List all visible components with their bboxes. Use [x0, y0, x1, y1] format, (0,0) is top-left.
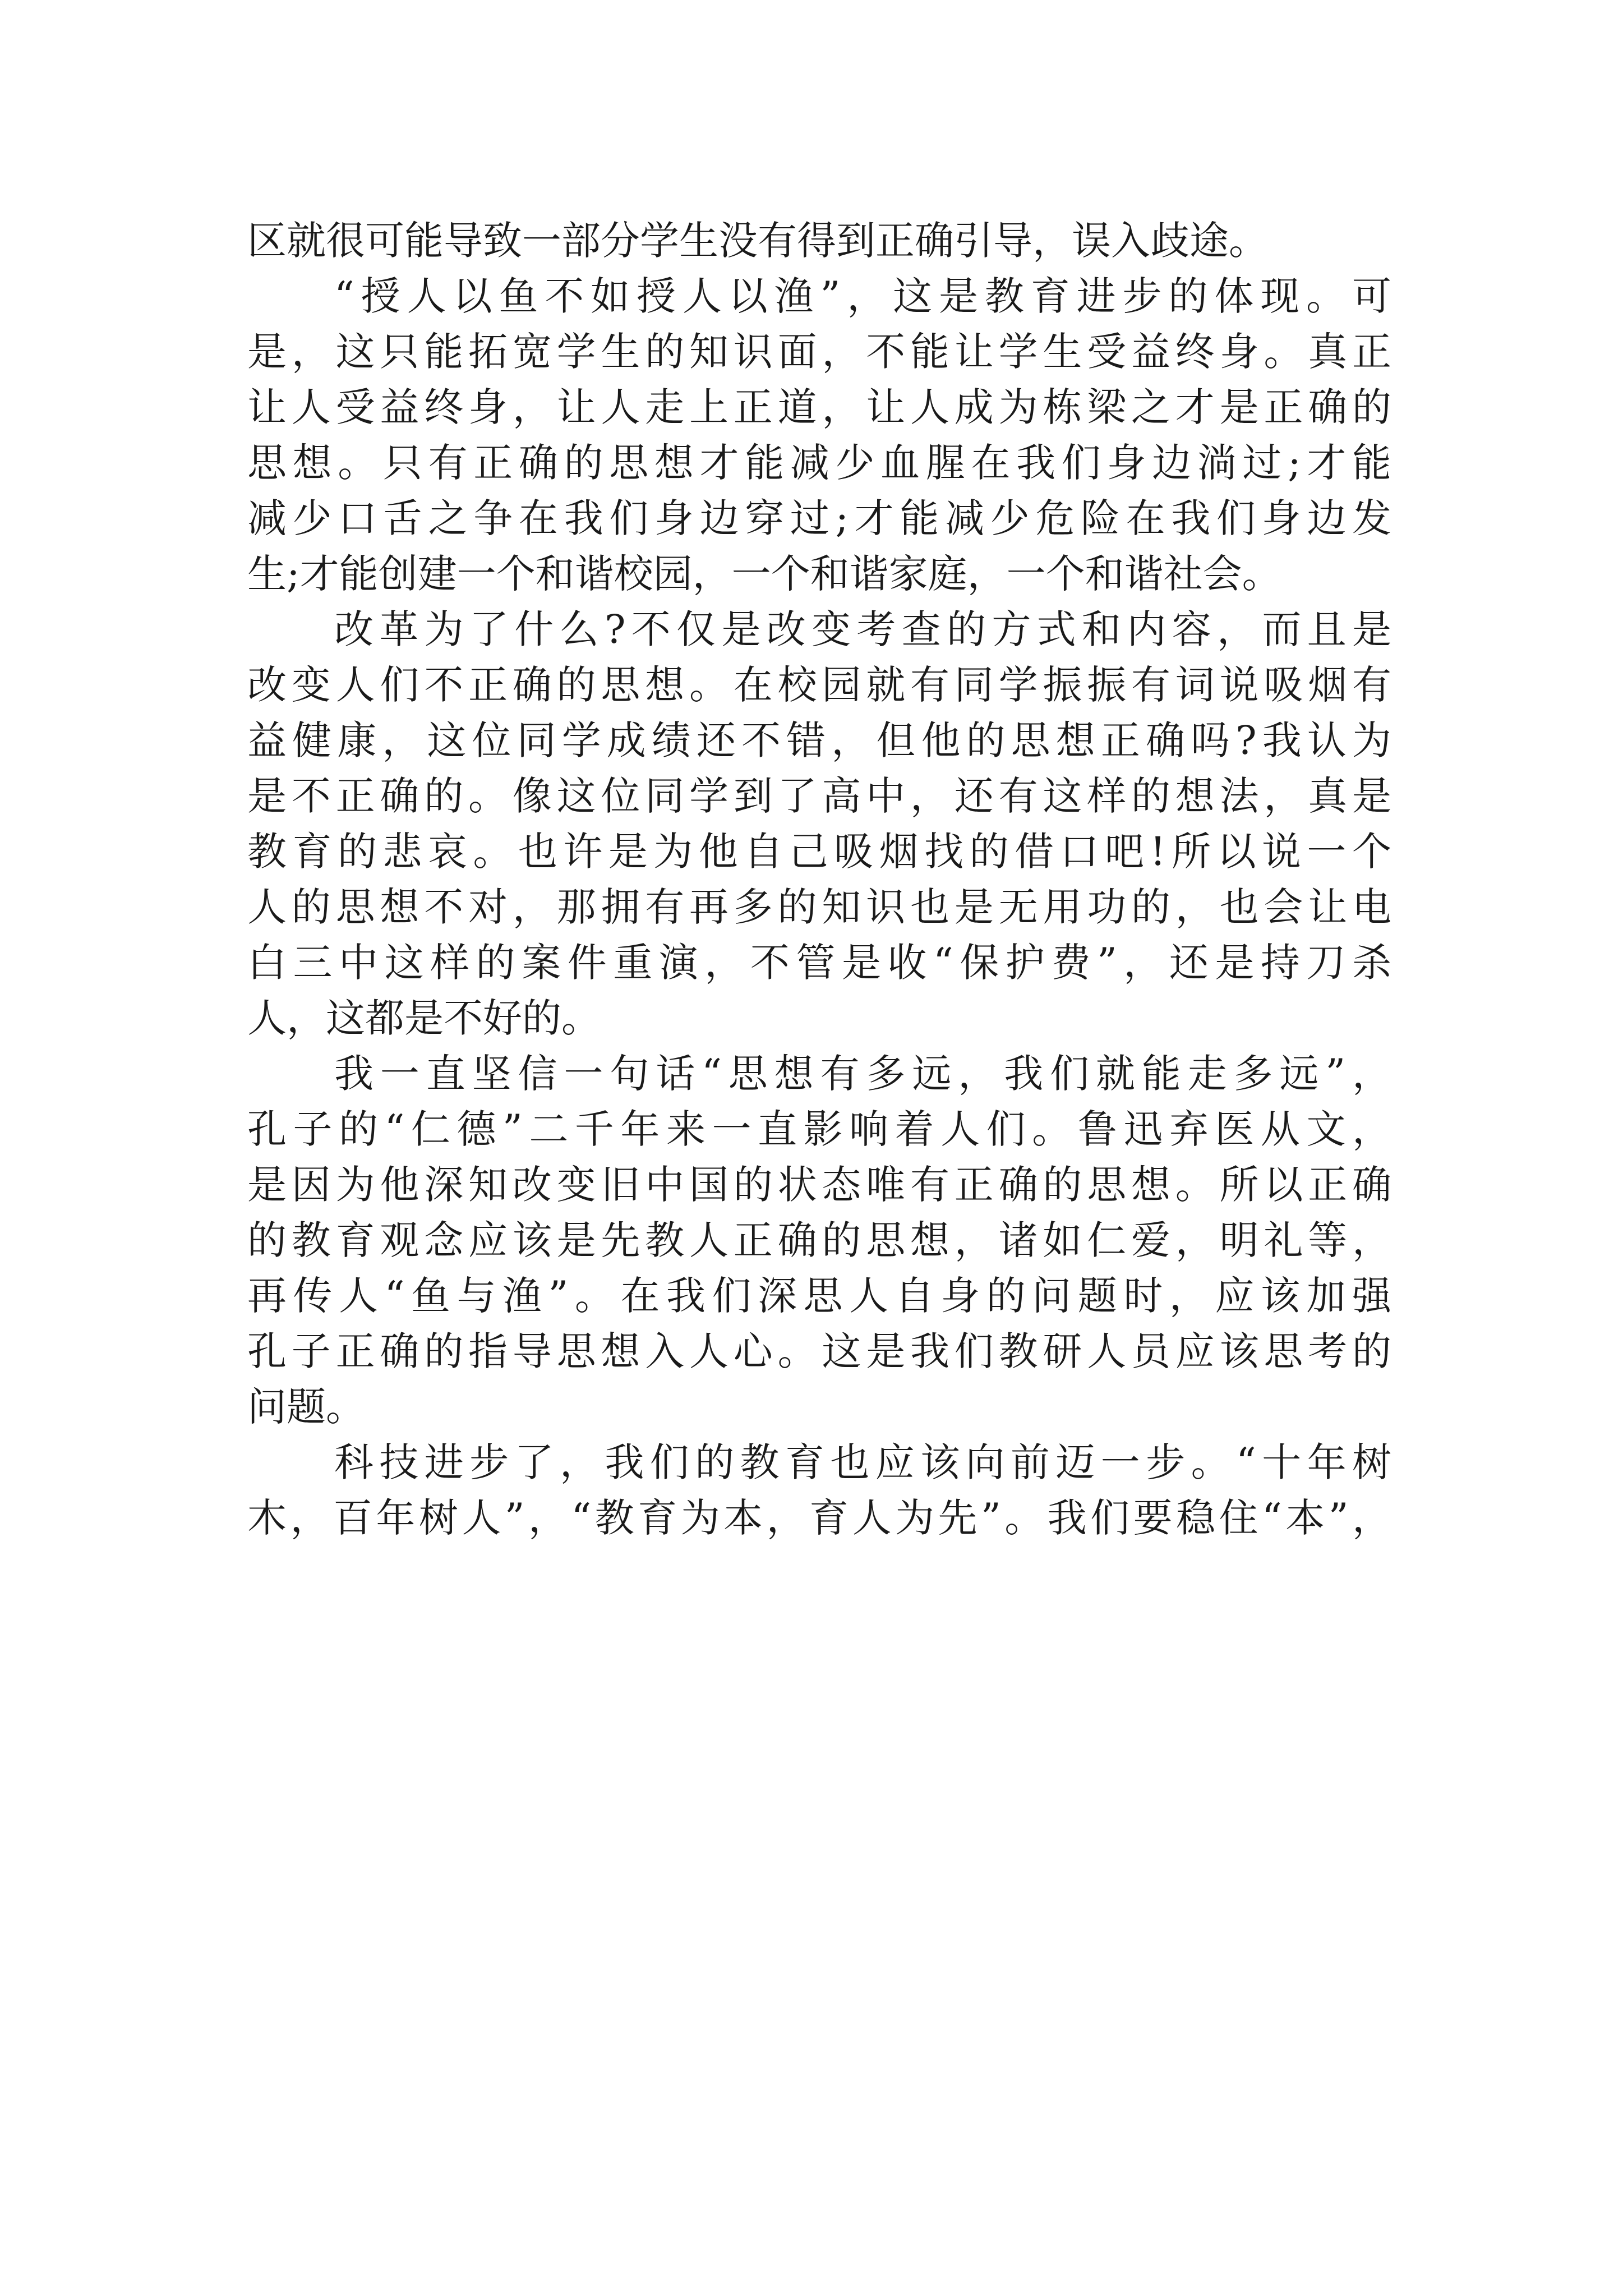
text-line: 科技进步了，我们的教育也应该向前迈一步。“十年树: [334, 1439, 1391, 1485]
text-line: 改变人们不正确的思想。在校园就有同学振振有词说吸烟有: [247, 662, 1391, 708]
text-line: 人，这都是不好的。: [247, 995, 601, 1041]
paragraph: [247, 213, 1391, 269]
text-line: 让人受益终身，让人走上正道，让人成为栋梁之才是正确的: [247, 384, 1391, 430]
text-line: 思想。只有正确的思想才能减少血腥在我们身边淌过;才能: [247, 440, 1391, 486]
paragraph: [247, 1435, 1391, 1546]
text-line: 的教育观念应该是先教人正确的思想，诸如仁爱，明礼等，: [247, 1217, 1391, 1263]
text-line: 问题。: [247, 1384, 365, 1430]
paragraph: [247, 602, 1391, 1046]
text-line: 人的思想不对，那拥有再多的知识也是无用功的，也会让电: [247, 884, 1391, 930]
text-line: 生;才能创建一个和谐校园，一个和谐家庭，一个和谐社会。: [247, 551, 1281, 597]
text-line: 再传人“鱼与渔”。在我们深思人自身的问题时，应该加强: [247, 1273, 1391, 1319]
text-line: 减少口舌之争在我们身边穿过;才能减少危险在我们身边发: [247, 495, 1391, 541]
text-line: 孔子正确的指导思想入人心。这是我们教研人员应该思考的: [247, 1328, 1391, 1374]
text-line: 木，百年树人”，“教育为本，育人为先”。我们要稳住“本”，: [247, 1495, 1391, 1541]
text-line: 是不正确的。像这位同学到了高中，还有这样的想法，真是: [247, 773, 1391, 819]
text-line: 是因为他深知改变旧中国的状态唯有正确的思想。所以正确: [247, 1162, 1391, 1208]
text-line: 我一直坚信一句话“思想有多远，我们就能走多远”，: [334, 1051, 1391, 1097]
paragraph: [247, 1046, 1391, 1435]
paragraph: [247, 269, 1391, 602]
text-line: 区就很可能导致一部分学生没有得到正确引导，误入歧途。: [247, 218, 1268, 264]
text-line: 改革为了什么?不仅是改变考查的方式和内容，而且是: [334, 606, 1391, 652]
text-line: 益健康，这位同学成绩还不错，但他的思想正确吗?我认为: [247, 717, 1391, 763]
text-line: 是，这只能拓宽学生的知识面，不能让学生受益终身。真正: [247, 329, 1391, 375]
text-line: 白三中这样的案件重演，不管是收“保护费”，还是持刀杀: [247, 940, 1391, 986]
text-line: 教育的悲哀。也许是为他自己吸烟找的借口吧!所以说一个: [247, 829, 1391, 875]
text-line: 孔子的“仁德”二千年来一直影响着人们。鲁迅弃医从文，: [247, 1106, 1391, 1152]
text-line: “授人以鱼不如授人以渔”，这是教育进步的体现。可: [334, 273, 1391, 319]
body-text: [247, 213, 1391, 1546]
